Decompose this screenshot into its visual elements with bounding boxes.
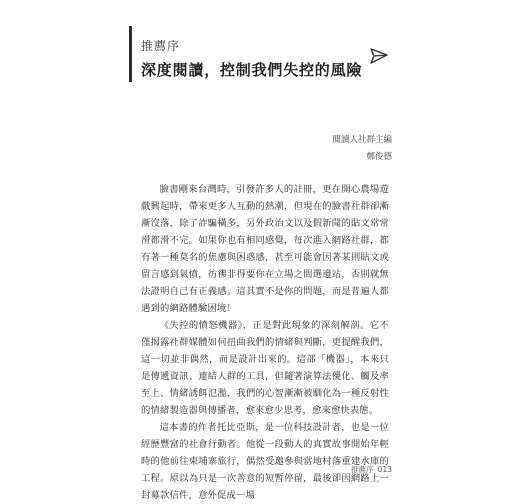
page-footer	[351, 464, 392, 475]
paragraph: 《失控的憤怒機器》，正是對此現象的深刻解剖。它不僅揭露社群媒體如何扭曲我們的情緒與判斷，更提醒我們，這一切並非偶然，而是設計出來的。這部「機器」，本來只是傳遞資訊、連結人群的工具，但隨著演算法優化、觸及率至上、情緒誘餌氾濫，我們的心智漸漸被馴化為一種反射性的情緒製造器與傳播者，愈來愈少思考，愈來愈快表態。	[141, 320, 389, 416]
byline-role: 閱讀人社群主編	[332, 135, 392, 145]
chapter-title: 深度閱讀，控制我們失控的風險	[141, 61, 363, 79]
paragraph: 這本書的作者托比亞斯，是一位科技設計者，也是一位經歷豐富的社會行動者。他從一段動人的真實故事開始年輕時的他前往柬埔寨旅行，偶然受邀參與當地村落重建水庫的工程。原以為只是一次善意的短暫停留，最後卻因網路上一封募款信件，意外促成一場	[141, 422, 389, 501]
running-head: 推薦序	[351, 465, 374, 474]
section-label: 推薦序	[141, 39, 181, 53]
body-text	[141, 181, 389, 504]
header-rule	[129, 26, 132, 82]
byline-name: 鄭俊德	[366, 152, 392, 162]
page-number: 013	[377, 465, 392, 474]
paragraph: 臉書剛來台灣時，引發許多人的註冊，更在開心農場遊戲興起時，帶來更多人互動的熱潮，但現在的臉書社群卻漸漸沒落，除了詐騙橫多，另外政治文以及假新聞的貼文常常滑都滑不完。如果你也有相同感覺，每次進入網路社群，都有著一種莫名的焦慮與困惑感，甚至可能會因著某則貼文或留言感到氣憤，彷彿非得要你在立場之間選邊站，否則就無法證明自己有正義感。這其實不是你的問題，而是普遍人都遇到的網路體驗困境！	[141, 184, 389, 314]
paper-plane-icon	[369, 46, 389, 66]
